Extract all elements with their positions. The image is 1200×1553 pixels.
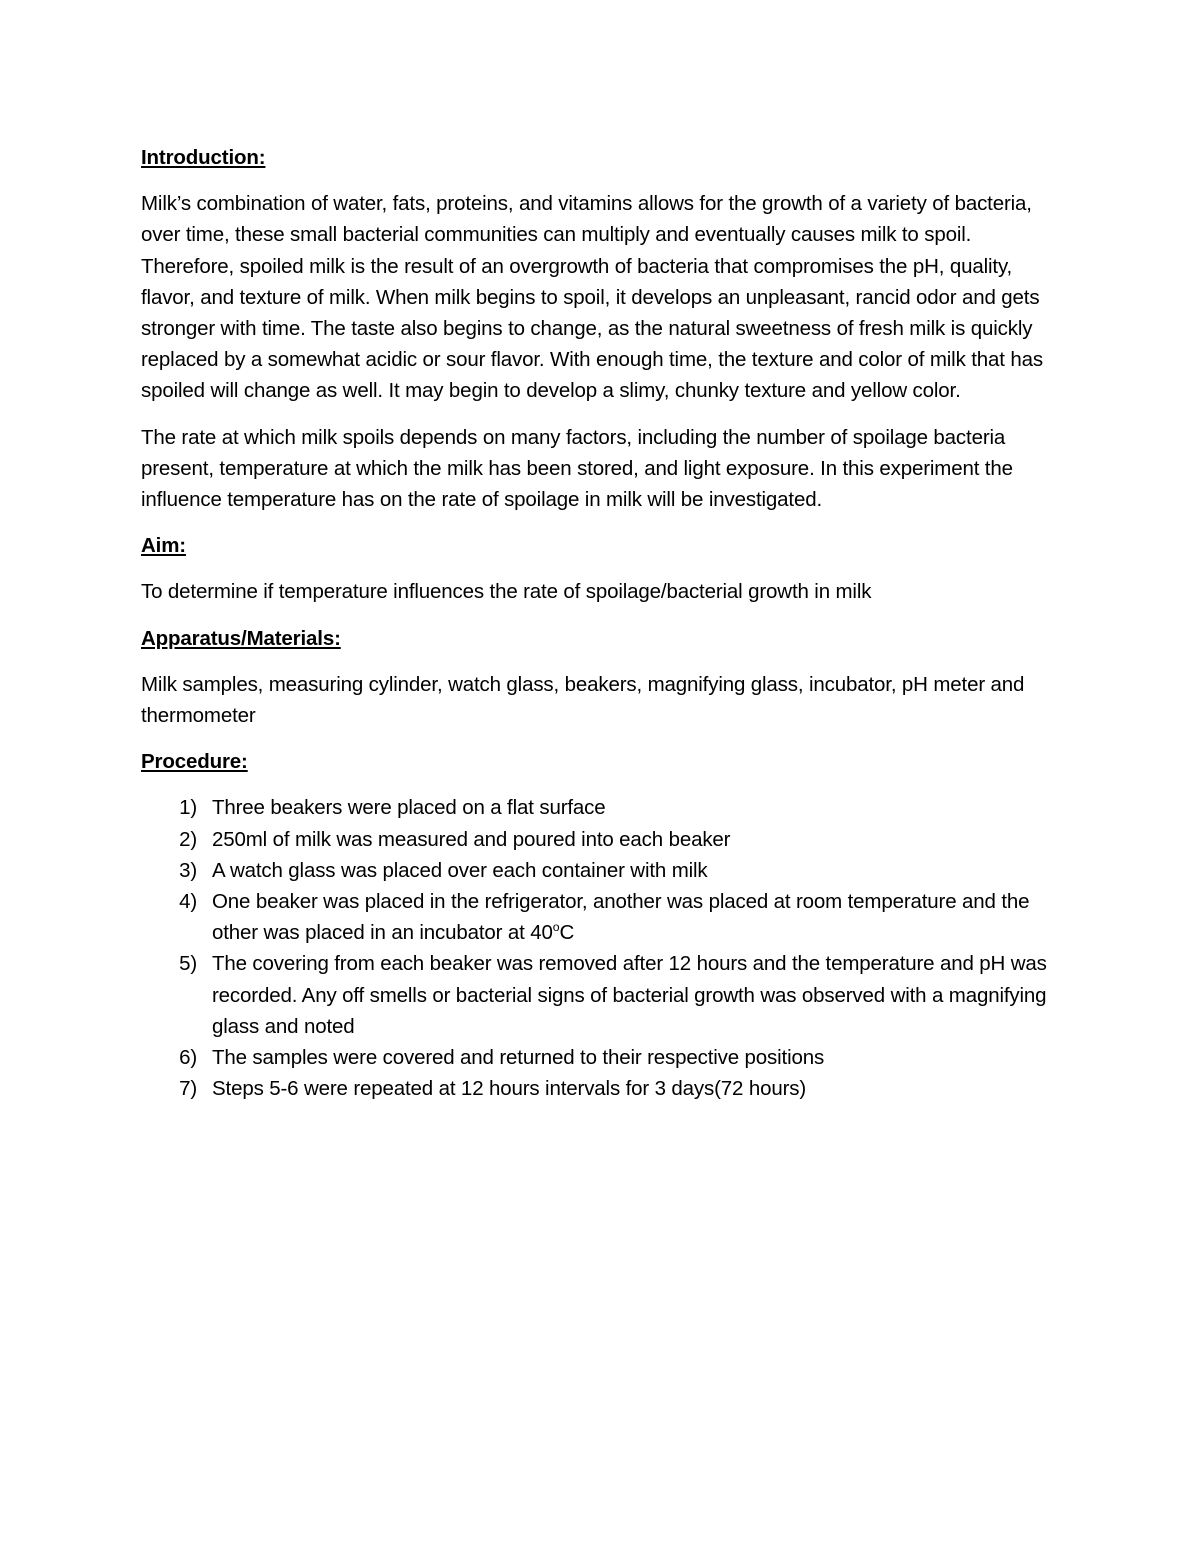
procedure-step (141, 948, 1066, 1042)
apparatus-heading: Apparatus/Materials: (141, 626, 341, 650)
step-text: Steps 5-6 were repeated at 12 hours intervals for 3 days(72 hours) (212, 1077, 807, 1101)
step-number: 6) (179, 1046, 197, 1070)
step-text: One beaker was placed in the refrigerator, another was placed at room temperature and the other was placed in an incubator at 40 (212, 890, 1030, 945)
procedure-list (141, 792, 1066, 1104)
procedure-step (141, 1073, 1066, 1104)
introduction-paragraph-2: The rate at which milk spoils depends on many factors, including the number of spoilage bacteria present, temperature at which the milk has been stored, and light exposure. In this experiment the influence temperature has on the rate of spoilage in milk will be investigated. (141, 425, 1013, 512)
procedure-step (141, 792, 1066, 823)
step-text-with-degree (212, 886, 1066, 948)
apparatus-text: Milk samples, measuring cylinder, watch glass, beakers, magnifying glass, incubator, pH meter and thermometer (141, 672, 1025, 728)
introduction-paragraph-1: Milk’s combination of water, fats, proteins, and vitamins allows for the growth of a variety of bacteria, over time, these small bacterial communities can multiply and eventually causes milk to spoil. Therefore, spoiled milk is the result of an overgrowth of bacteria that compromises the pH, quality, flavor, and texture of milk. When milk begins to spoil, it develops an unpleasant, rancid odor and gets stronger with time. The taste also begins to change, as the natural sweetness of fresh milk is quickly replaced by a somewhat acidic or sour flavor. With enough time, the texture and color of milk that has spoiled will change as well. It may begin to develop a slimy, chunky texture and yellow color. (141, 192, 1043, 403)
step-text: 250ml of milk was measured and poured into each beaker (212, 827, 731, 851)
unit-suffix: C (559, 921, 575, 945)
procedure-step (141, 855, 1066, 886)
procedure-heading: Procedure: (141, 750, 248, 774)
procedure-step (141, 824, 1066, 855)
step-text: A watch glass was placed over each container with milk (212, 858, 708, 882)
step-number: 7) (179, 1077, 197, 1101)
degree-superscript: o (552, 920, 560, 935)
aim-heading: Aim: (141, 534, 186, 558)
document-page (141, 142, 1066, 1104)
step-number: 5) (179, 952, 197, 976)
step-number: 3) (179, 858, 197, 882)
step-number: 2) (179, 827, 197, 851)
step-number: 1) (179, 796, 197, 820)
step-text: Three beakers were placed on a flat surface (212, 796, 606, 820)
procedure-step (141, 886, 1066, 948)
introduction-heading: Introduction: (141, 146, 266, 169)
step-text: The covering from each beaker was removed after 12 hours and the temperature and pH was recorded. Any off smells or bacterial signs of bacterial growth was observed with a magnifying glass and noted (212, 952, 1047, 1038)
procedure-step (141, 1042, 1066, 1073)
step-number: 4) (179, 890, 197, 914)
aim-text: To determine if temperature influences the rate of spoilage/bacterial growth in milk (141, 580, 872, 604)
step-text: The samples were covered and returned to their respective positions (212, 1046, 825, 1070)
